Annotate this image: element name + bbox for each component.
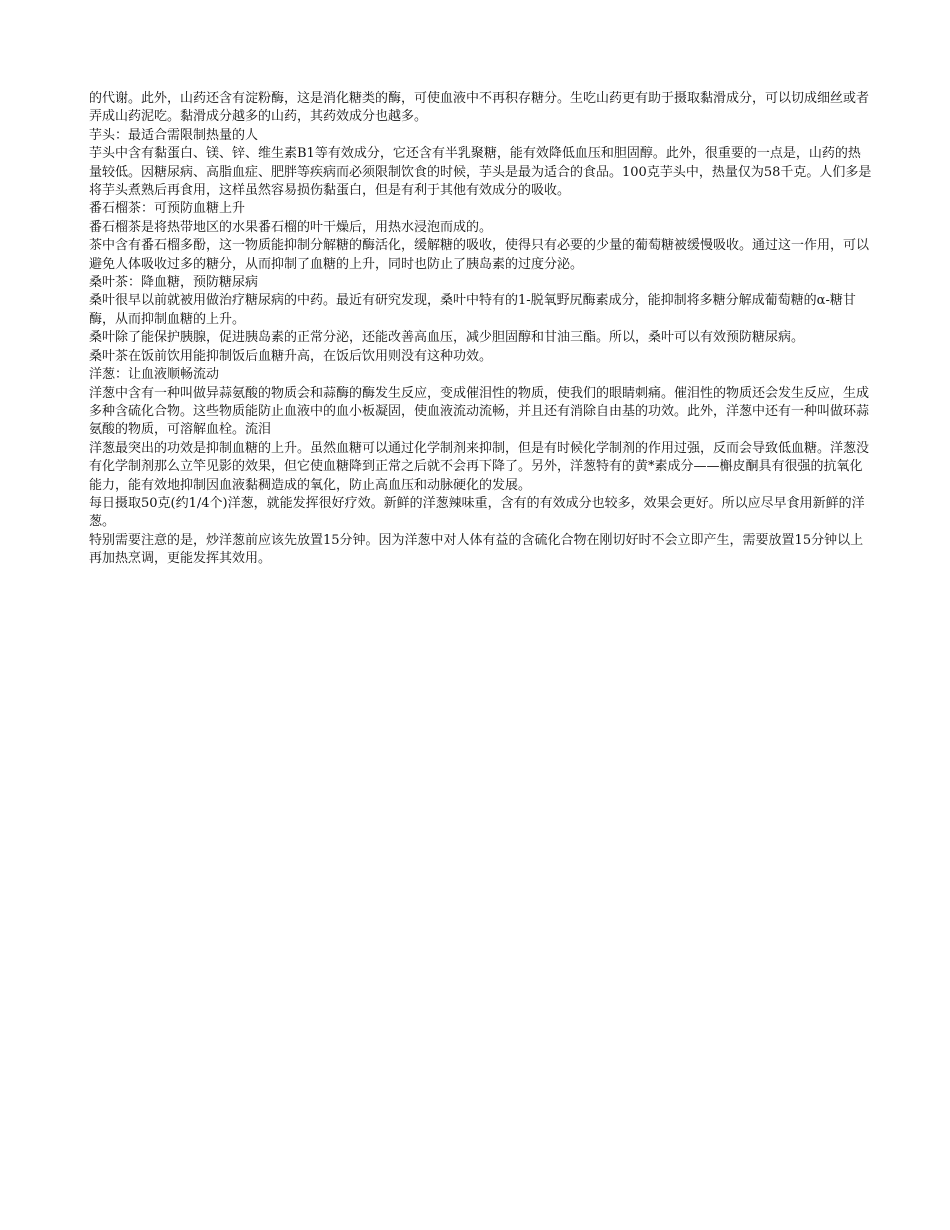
- document-page: [89, 90, 873, 569]
- paragraph-mulberry-tea-1: 桑叶很早以前就被用做治疗糖尿病的中药。最近有研究发现，桑叶中特有的1-脱氧野尻酶素成分，能抑制将多糖分解成葡萄糖的α-糖甘酶，从而抑制血糖的上升。: [89, 293, 856, 327]
- heading-guava-tea: 番石榴茶：可预防血糖上升: [89, 201, 246, 217]
- paragraph-guava-tea-1: 番石榴茶是将热带地区的水果番石榴的叶干燥后，用热水浸泡而成的。: [89, 219, 493, 235]
- paragraph-onion-2: 洋葱最突出的功效是抑制血糖的上升。虽然血糖可以通过化学制剂来抑制，但是有时候化学制剂的作用过强，反而会导致低血糖。洋葱没有化学制剂那么立竿见影的效果，但它使血糖降到正常之后就不会再下降了。另外，洋葱特有的黄*素成分——槲皮酮具有很强的抗氧化能力，能有效地抑制因血液黏稠造成的氧化，防止高血压和动脉硬化的发展。: [89, 440, 870, 493]
- paragraph-onion-4: 特别需要注意的是，炒洋葱前应该先放置15分钟。因为洋葱中对人体有益的含硫化合物在刚切好时不会立即产生，需要放置15分钟以上再加热烹调，更能发挥其效用。: [89, 532, 864, 567]
- paragraph-onion-3: 每日摄取50克(约1/4个)洋葱，就能发挥很好疗效。新鲜的洋葱辣味重，含有的有效成分也较多，效果会更好。所以应尽早食用新鲜的洋葱。: [89, 495, 865, 530]
- heading-mulberry-tea: 桑叶茶：降血糖，预防糖尿病: [89, 275, 259, 291]
- heading-taro: 芋头：最适合需限制热量的人: [89, 127, 259, 143]
- paragraph-mulberry-tea-3: 桑叶茶在饭前饮用能抑制饭后血糖升高，在饭后饮用则没有这种功效。: [89, 348, 493, 364]
- paragraph-guava-tea-2: 茶中含有番石榴多酚，这一物质能抑制分解糖的酶活化，缓解糖的吸收，使得只有必要的少量的葡萄糖被缓慢吸收。通过这一作用，可以避免人体吸收过多的糖分，从而抑制了血糖的上升，同时也防止了胰岛素的过度分泌。: [89, 238, 870, 272]
- paragraph-taro: 芋头中含有黏蛋白、镁、锌、维生素B1等有效成分，它还含有半乳聚糖，能有效降低血压和胆固醇。此外，很重要的一点是，山药的热量较低。因糖尿病、高脂血症、肥胖等疾病而必须限制饮食的时候，芋头是最为适合的食品。100克芋头中，热量仅为58千克。人们多是将芋头煮熟后再食用，这样虽然容易损伤黏蛋白，但是有利于其他有效成分的吸收。: [89, 146, 872, 199]
- heading-onion: 洋葱：让血液顺畅流动: [89, 367, 220, 383]
- paragraph-yam-continued: 的代谢。此外，山药还含有淀粉酶，这是消化糖类的酶，可使血液中不再积存糖分。生吃山药更有助于摄取黏滑成分，可以切成细丝或者弄成山药泥吃。黏滑成分越多的山药，其药效成分也越多。: [89, 91, 870, 125]
- paragraph-mulberry-tea-2: 桑叶除了能保护胰腺，促进胰岛素的正常分泌，还能改善高血压，减少胆固醇和甘油三酯。所以，桑叶可以有效预防糖尿病。: [89, 330, 805, 346]
- paragraph-onion-1: 洋葱中含有一种叫做异蒜氨酸的物质会和蒜酶的酶发生反应，变成催泪性的物质，使我们的眼睛刺痛。催泪性的物质还会发生反应，生成多种含硫化合物。这些物质能防止血液中的血小板凝固，使血液流动流畅，并且还有消除自由基的功效。此外，洋葱中还有一种叫做环蒜氨酸的物质，可溶解血栓。流泪: [89, 385, 870, 438]
